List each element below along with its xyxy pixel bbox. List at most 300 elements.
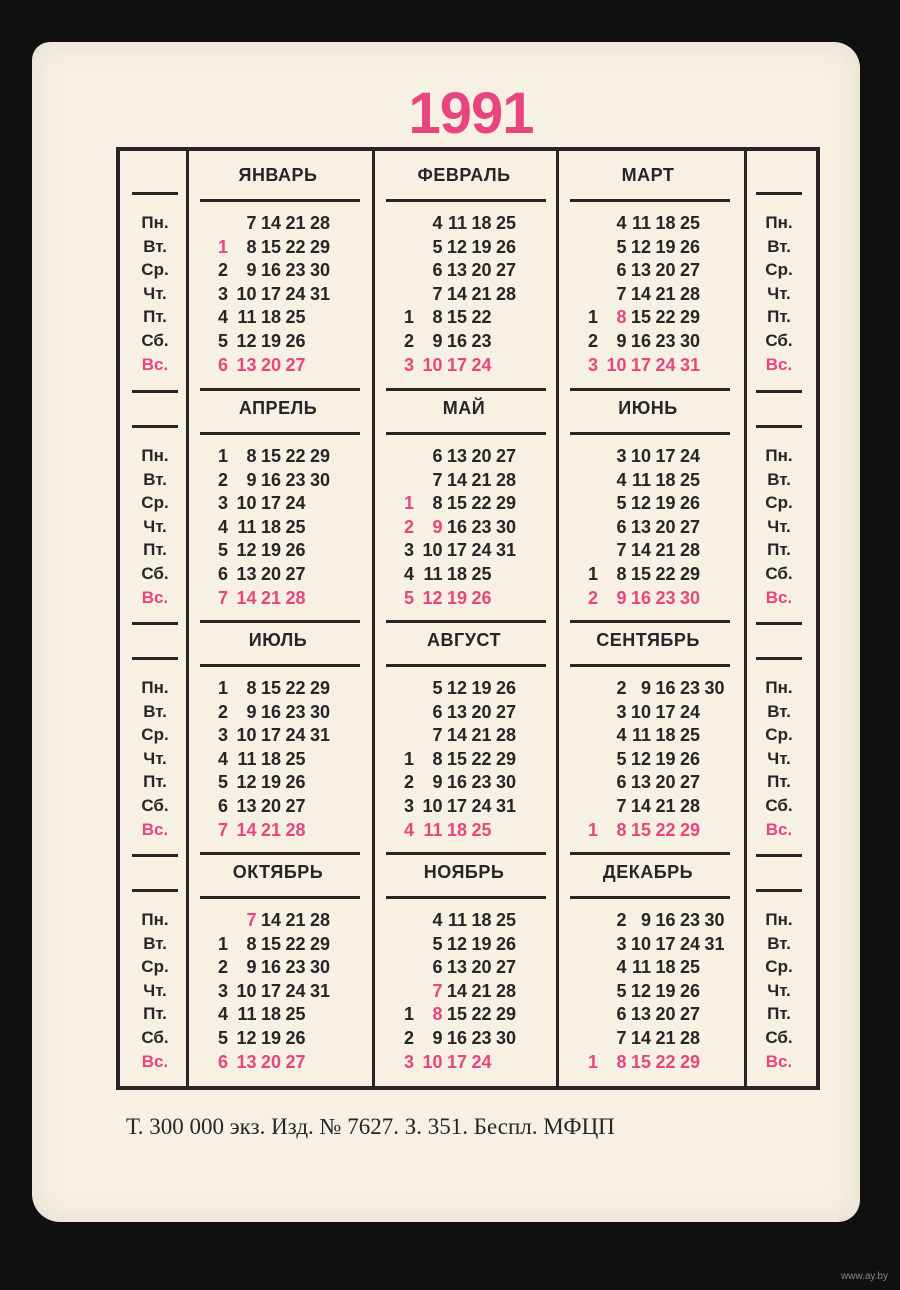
day-number: 9 — [640, 910, 651, 930]
day-number: 22 — [471, 1004, 492, 1025]
weekday-label-left: Сб. — [141, 1028, 169, 1047]
day-number: 15 — [446, 307, 467, 328]
day-number: 19 — [471, 678, 492, 698]
day-number: 26 — [495, 236, 516, 257]
weekday-label-right: Сб. — [765, 1028, 793, 1047]
day-number: 28 — [679, 796, 700, 816]
day-number: 13 — [630, 516, 651, 537]
day-number: 17 — [446, 796, 467, 816]
day-number: 18 — [260, 516, 281, 537]
day-number: 17 — [446, 540, 467, 561]
day-number: 2 — [587, 587, 598, 608]
day-number: 22 — [285, 236, 306, 257]
day-number: 11 — [237, 748, 257, 769]
month-rule — [200, 199, 360, 202]
month-rule — [570, 896, 730, 899]
day-number: 13 — [446, 957, 467, 978]
day-number: 29 — [495, 748, 516, 769]
day-number: 19 — [471, 236, 492, 257]
weekday-label-left: Пн. — [141, 678, 169, 697]
day-number: 14 — [446, 469, 467, 490]
weekday-label-left: Вс. — [141, 354, 169, 374]
day-number: 18 — [260, 1004, 281, 1025]
day-number: 6 — [616, 516, 627, 537]
weekday-rule — [756, 425, 802, 428]
day-number: 5 — [217, 540, 228, 561]
day-number: 7 — [246, 910, 257, 930]
weekday-label-left: Чт. — [143, 283, 167, 303]
day-number: 19 — [260, 331, 281, 351]
month-rule — [200, 620, 360, 623]
day-number: 4 — [403, 819, 414, 840]
weekday-rule — [756, 390, 802, 393]
day-number: 18 — [260, 307, 281, 328]
day-number: 24 — [471, 1051, 492, 1072]
day-number: 6 — [432, 446, 443, 466]
day-number: 23 — [679, 910, 700, 930]
day-number: 7 — [432, 725, 443, 746]
month-октябрь — [190, 862, 366, 1087]
month-rule — [386, 432, 546, 435]
day-number: 11 — [631, 213, 651, 233]
day-number: 8 — [432, 1004, 443, 1025]
day-number: 16 — [260, 701, 281, 722]
day-number: 20 — [655, 1004, 676, 1025]
day-number: 13 — [236, 564, 257, 584]
day-number: 29 — [679, 564, 700, 584]
day-number: 2 — [403, 516, 414, 537]
day-number: 21 — [471, 283, 492, 304]
day-number: 27 — [679, 516, 700, 537]
day-number: 8 — [616, 1051, 627, 1072]
month-rule — [386, 620, 546, 623]
day-number: 6 — [432, 260, 443, 281]
day-number: 3 — [403, 354, 414, 375]
day-number: 5 — [217, 331, 228, 351]
day-number: 1 — [217, 446, 228, 466]
day-number: 8 — [246, 933, 257, 954]
day-number: 22 — [285, 933, 306, 954]
day-number: 7 — [217, 587, 228, 608]
day-number: 19 — [655, 236, 676, 257]
day-number: 18 — [446, 564, 467, 584]
day-number: 16 — [446, 331, 467, 351]
day-number: 20 — [260, 564, 281, 584]
weekday-label-left: Вт. — [143, 236, 167, 256]
day-number: 25 — [285, 748, 306, 769]
day-number: 5 — [403, 587, 414, 608]
day-number: 10 — [422, 540, 443, 561]
month-name: АВГУСТ — [427, 630, 501, 650]
day-number: 3 — [217, 493, 228, 514]
day-number: 3 — [616, 446, 627, 466]
weekday-label-right: Вс. — [765, 1051, 793, 1071]
day-number: 9 — [246, 469, 257, 490]
day-number: 19 — [446, 587, 467, 608]
weekday-label-left: Сб. — [141, 564, 169, 583]
day-number: 26 — [495, 933, 516, 954]
day-number: 3 — [403, 796, 414, 816]
weekday-label-left: Вт. — [143, 933, 167, 953]
weekday-rule — [132, 657, 178, 660]
day-number: 25 — [495, 213, 516, 233]
day-number: 14 — [260, 213, 281, 233]
day-number: 17 — [655, 446, 676, 466]
day-number: 9 — [246, 260, 257, 281]
day-number: 2 — [217, 701, 228, 722]
day-number: 9 — [432, 331, 443, 351]
day-number: 27 — [285, 1051, 306, 1072]
day-number: 19 — [260, 540, 281, 561]
day-number: 21 — [285, 213, 306, 233]
day-number: 18 — [471, 910, 492, 930]
weekday-label-right: Чт. — [767, 980, 791, 1000]
month-rule — [570, 432, 730, 435]
day-number: 23 — [679, 678, 700, 698]
month-name: ЯНВАРЬ — [238, 165, 318, 185]
day-number: 14 — [446, 725, 467, 746]
weekday-label-left: Ср. — [141, 957, 169, 977]
day-number: 6 — [616, 260, 627, 281]
day-number: 14 — [630, 283, 651, 304]
day-number: 24 — [679, 446, 700, 466]
day-number: 2 — [217, 957, 228, 978]
day-number: 15 — [630, 819, 651, 840]
day-number: 12 — [446, 933, 467, 954]
day-number: 16 — [630, 331, 651, 351]
day-number: 29 — [309, 933, 330, 954]
day-number: 29 — [679, 819, 700, 840]
day-number: 7 — [616, 796, 627, 816]
month-rule — [200, 896, 360, 899]
day-number: 2 — [587, 331, 598, 351]
weekday-label-right: Вт. — [767, 469, 791, 489]
day-number: 4 — [403, 564, 414, 584]
day-number: 29 — [309, 236, 330, 257]
day-number: 26 — [471, 587, 492, 608]
day-number: 1 — [217, 236, 228, 257]
day-number: 26 — [679, 980, 700, 1001]
day-number: 28 — [285, 819, 306, 840]
day-number: 12 — [236, 1028, 257, 1048]
day-number: 31 — [495, 796, 516, 816]
day-number: 4 — [217, 1004, 228, 1025]
month-name: ОКТЯБРЬ — [232, 862, 324, 882]
day-number: 27 — [285, 796, 306, 816]
day-number: 3 — [616, 701, 627, 722]
day-number: 26 — [679, 748, 700, 769]
day-number: 1 — [587, 564, 598, 584]
month-rule — [200, 432, 360, 435]
day-number: 10 — [630, 701, 651, 722]
day-number: 25 — [285, 1004, 306, 1025]
day-number: 26 — [285, 772, 306, 793]
day-number: 14 — [446, 980, 467, 1001]
day-number: 31 — [309, 725, 330, 746]
month-name: ФЕВРАЛЬ — [417, 165, 511, 185]
day-number: 13 — [630, 772, 651, 793]
day-number: 20 — [655, 260, 676, 281]
day-number: 23 — [471, 1028, 492, 1048]
day-number: 21 — [260, 819, 281, 840]
day-number: 30 — [495, 516, 516, 537]
day-number: 30 — [309, 260, 330, 281]
day-number: 27 — [679, 772, 700, 793]
day-number: 7 — [246, 213, 257, 233]
day-number: 18 — [260, 748, 281, 769]
day-number: 18 — [655, 469, 676, 490]
day-number: 11 — [237, 307, 257, 328]
day-number: 8 — [246, 236, 257, 257]
day-number: 10 — [236, 980, 257, 1001]
month-март — [560, 165, 736, 390]
day-number: 4 — [432, 910, 443, 930]
print-imprint: Т. 300 000 экз. Изд. № 7627. З. 351. Беспл. МФЦП — [126, 1114, 615, 1139]
weekday-label-right: Пн. — [765, 446, 793, 465]
day-number: 21 — [655, 283, 676, 304]
day-number: 19 — [260, 1028, 281, 1048]
day-number: 7 — [432, 469, 443, 490]
day-number: 8 — [616, 819, 627, 840]
day-number: 8 — [246, 678, 257, 698]
day-number: 12 — [446, 678, 467, 698]
day-number: 1 — [403, 1004, 414, 1025]
day-number: 25 — [679, 957, 700, 978]
day-number: 9 — [246, 701, 257, 722]
month-ноябрь — [376, 862, 552, 1087]
weekday-rule — [132, 390, 178, 393]
day-number: 24 — [285, 725, 306, 746]
day-number: 25 — [679, 725, 700, 746]
weekday-label-left: Пт. — [143, 1004, 167, 1024]
month-rule — [570, 852, 730, 855]
day-number: 20 — [655, 516, 676, 537]
day-number: 22 — [655, 1051, 676, 1072]
day-number: 13 — [446, 260, 467, 281]
weekday-rule — [756, 889, 802, 892]
day-number: 21 — [471, 725, 492, 746]
day-number: 28 — [495, 725, 516, 746]
day-number: 31 — [309, 283, 330, 304]
weekday-label-left: Ср. — [141, 260, 169, 280]
day-number: 13 — [236, 1051, 257, 1072]
day-number: 15 — [630, 307, 651, 328]
day-number: 11 — [237, 516, 257, 537]
day-number: 19 — [655, 493, 676, 514]
day-number: 15 — [630, 564, 651, 584]
month-декабрь — [560, 862, 736, 1087]
day-number: 15 — [630, 1051, 651, 1072]
weekday-label-left: Чт. — [143, 748, 167, 768]
day-number: 23 — [471, 331, 492, 351]
day-number: 19 — [471, 933, 492, 954]
day-number: 1 — [403, 748, 414, 769]
day-number: 27 — [285, 564, 306, 584]
month-rule — [386, 896, 546, 899]
day-number: 8 — [616, 564, 627, 584]
day-number: 21 — [655, 796, 676, 816]
day-number: 3 — [403, 540, 414, 561]
day-number: 20 — [471, 446, 492, 466]
day-number: 30 — [679, 331, 700, 351]
day-number: 5 — [616, 236, 627, 257]
weekday-label-right: Пн. — [765, 213, 793, 232]
month-июль — [190, 630, 366, 855]
day-number: 17 — [260, 725, 281, 746]
day-number: 25 — [679, 213, 700, 233]
day-number: 27 — [679, 260, 700, 281]
day-number: 21 — [471, 980, 492, 1001]
month-rule — [386, 388, 546, 391]
day-number: 27 — [679, 1004, 700, 1025]
day-number: 16 — [446, 772, 467, 793]
day-number: 17 — [446, 354, 467, 375]
day-number: 23 — [285, 260, 306, 281]
day-number: 4 — [616, 213, 627, 233]
day-number: 2 — [403, 1028, 414, 1048]
day-number: 22 — [655, 307, 676, 328]
month-rule — [570, 620, 730, 623]
day-number: 8 — [432, 307, 443, 328]
day-number: 17 — [260, 493, 281, 514]
day-number: 23 — [285, 469, 306, 490]
day-number: 12 — [236, 772, 257, 793]
day-number: 22 — [471, 493, 492, 514]
weekday-rule — [756, 657, 802, 660]
day-number: 6 — [616, 772, 627, 793]
day-number: 23 — [285, 957, 306, 978]
day-number: 6 — [217, 564, 228, 584]
day-number: 12 — [630, 236, 651, 257]
day-number: 5 — [616, 493, 627, 514]
day-number: 16 — [655, 910, 676, 930]
weekday-label-left: Сб. — [141, 796, 169, 815]
day-number: 5 — [616, 748, 627, 769]
day-number: 26 — [495, 678, 516, 698]
month-февраль — [376, 165, 552, 390]
month-name: НОЯБРЬ — [423, 862, 505, 882]
month-rule — [570, 664, 730, 667]
day-number: 17 — [446, 1051, 467, 1072]
weekday-rule — [132, 425, 178, 428]
day-number: 24 — [471, 796, 492, 816]
day-number: 11 — [631, 725, 651, 746]
day-number: 3 — [587, 354, 598, 375]
day-number: 21 — [471, 469, 492, 490]
day-number: 16 — [260, 957, 281, 978]
day-number: 16 — [260, 260, 281, 281]
day-number: 29 — [495, 1004, 516, 1025]
weekday-label-left: Вт. — [143, 469, 167, 489]
day-number: 27 — [495, 446, 516, 466]
day-number: 4 — [432, 213, 443, 233]
day-number: 7 — [616, 283, 627, 304]
day-number: 22 — [471, 307, 492, 328]
weekday-label-right: Вт. — [767, 933, 791, 953]
day-number: 7 — [432, 980, 443, 1001]
day-number: 10 — [630, 933, 651, 954]
weekday-label-right: Пн. — [765, 910, 793, 929]
weekday-label-right: Ср. — [765, 725, 793, 745]
day-number: 10 — [236, 725, 257, 746]
day-number: 6 — [432, 957, 443, 978]
day-number: 9 — [616, 331, 627, 351]
day-number: 30 — [309, 701, 330, 722]
day-number: 23 — [655, 587, 676, 608]
day-number: 13 — [630, 1004, 651, 1025]
day-number: 18 — [655, 725, 676, 746]
day-number: 16 — [260, 469, 281, 490]
day-number: 27 — [495, 957, 516, 978]
weekday-label-left: Вс. — [141, 819, 169, 839]
day-number: 7 — [616, 540, 627, 561]
day-number: 30 — [704, 910, 725, 930]
day-number: 28 — [495, 469, 516, 490]
weekday-label-left: Вс. — [141, 587, 169, 607]
month-rule — [200, 852, 360, 855]
day-number: 5 — [217, 1028, 228, 1048]
weekday-label-left: Пт. — [143, 540, 167, 560]
day-number: 5 — [432, 236, 443, 257]
day-number: 2 — [403, 772, 414, 793]
day-number: 20 — [260, 354, 281, 375]
weekday-rule — [132, 854, 178, 857]
day-number: 28 — [679, 1028, 700, 1048]
day-number: 16 — [630, 587, 651, 608]
day-number: 31 — [309, 980, 330, 1001]
day-number: 24 — [471, 540, 492, 561]
day-number: 23 — [655, 331, 676, 351]
day-number: 29 — [309, 446, 330, 466]
day-number: 30 — [679, 587, 700, 608]
day-number: 3 — [403, 1051, 414, 1072]
day-number: 6 — [217, 354, 228, 375]
day-number: 4 — [217, 748, 228, 769]
day-number: 6 — [432, 701, 443, 722]
day-number: 18 — [446, 819, 467, 840]
month-январь — [190, 165, 366, 390]
month-июнь — [560, 398, 736, 623]
weekday-label-right: Вс. — [765, 354, 793, 374]
weekday-label-left: Сб. — [141, 331, 169, 350]
weekday-label-left: Чт. — [143, 516, 167, 536]
month-май — [376, 398, 552, 623]
day-number: 6 — [217, 796, 228, 816]
day-number: 11 — [447, 910, 467, 930]
day-number: 4 — [616, 469, 627, 490]
day-number: 25 — [285, 516, 306, 537]
day-number: 13 — [446, 701, 467, 722]
weekday-label-right: Вс. — [765, 587, 793, 607]
weekday-label-right: Вс. — [765, 819, 793, 839]
day-number: 9 — [432, 772, 443, 793]
day-number: 17 — [655, 933, 676, 954]
day-number: 27 — [495, 701, 516, 722]
day-number: 26 — [285, 540, 306, 561]
day-number: 28 — [309, 213, 330, 233]
day-number: 7 — [432, 283, 443, 304]
day-number: 5 — [432, 933, 443, 954]
day-number: 18 — [471, 213, 492, 233]
weekday-label-right: Пт. — [767, 1004, 791, 1024]
day-number: 2 — [616, 910, 627, 930]
day-number: 28 — [309, 910, 330, 930]
day-number: 16 — [446, 516, 467, 537]
day-number: 6 — [616, 1004, 627, 1025]
weekday-label-right: Пт. — [767, 540, 791, 560]
day-number: 28 — [495, 283, 516, 304]
day-number: 14 — [630, 796, 651, 816]
